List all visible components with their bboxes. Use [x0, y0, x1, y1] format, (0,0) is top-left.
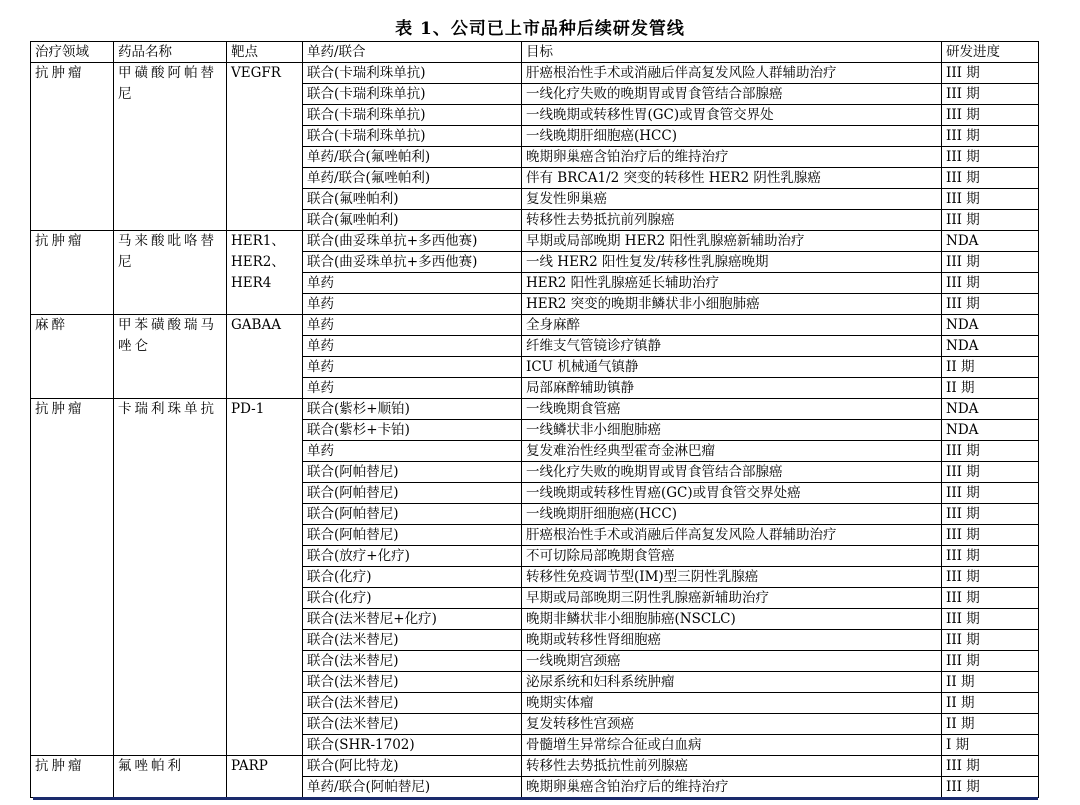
goal-cell: ICU 机械通气镇静	[522, 357, 942, 378]
mode-cell: 联合(阿帕替尼)	[303, 525, 522, 546]
stage-cell: NDA	[942, 420, 1039, 441]
goal-cell: 肝癌根治性手术或消融后伴高复发风险人群辅助治疗	[522, 525, 942, 546]
stage-cell: III 期	[942, 126, 1039, 147]
goal-cell: 一线晚期肝细胞癌(HCC)	[522, 504, 942, 525]
header-row	[31, 42, 1039, 63]
goal-cell: 一线化疗失败的晚期胃或胃食管结合部腺癌	[522, 462, 942, 483]
goal-cell: 不可切除局部晚期食管癌	[522, 546, 942, 567]
stage-cell: II 期	[942, 357, 1039, 378]
stage-cell: III 期	[942, 441, 1039, 462]
mode-cell: 单药/联合(阿帕替尼)	[303, 777, 522, 798]
mode-cell: 联合(阿帕替尼)	[303, 504, 522, 525]
goal-cell: 晚期非鳞状非小细胞肺癌(NSCLC)	[522, 609, 942, 630]
stage-cell: III 期	[942, 504, 1039, 525]
stage-cell: III 期	[942, 147, 1039, 168]
mode-cell: 单药	[303, 315, 522, 336]
mode-cell: 单药	[303, 336, 522, 357]
mode-cell: 联合(法米替尼+化疗)	[303, 609, 522, 630]
field-cell: 抗肿瘤	[31, 399, 114, 756]
stage-cell: III 期	[942, 252, 1039, 273]
goal-cell: 复发转移性宫颈癌	[522, 714, 942, 735]
field-cell: 抗肿瘤	[31, 756, 114, 798]
stage-cell: III 期	[942, 777, 1039, 798]
stage-cell: NDA	[942, 315, 1039, 336]
goal-cell: 一线晚期或转移性胃(GC)或胃食管交界处	[522, 105, 942, 126]
mode-cell: 联合(阿帕替尼)	[303, 483, 522, 504]
stage-cell: III 期	[942, 651, 1039, 672]
header-drug: 药品名称	[114, 42, 227, 63]
goal-cell: 全身麻醉	[522, 315, 942, 336]
drug-cell: 甲苯磺酸瑞马唑仑	[114, 315, 227, 399]
goal-cell: 早期或局部晚期三阴性乳腺癌新辅助治疗	[522, 588, 942, 609]
mode-cell: 联合(卡瑞利珠单抗)	[303, 84, 522, 105]
goal-cell: 晚期卵巢癌含铂治疗后的维持治疗	[522, 777, 942, 798]
drug-cell: 氟唑帕利	[114, 756, 227, 798]
goal-cell: 一线晚期或转移性胃癌(GC)或胃食管交界处癌	[522, 483, 942, 504]
stage-cell: III 期	[942, 756, 1039, 777]
target-cell: GABAA	[227, 315, 303, 399]
mode-cell: 联合(曲妥珠单抗+多西他赛)	[303, 252, 522, 273]
mode-cell: 联合(放疗+化疗)	[303, 546, 522, 567]
goal-cell: 晚期卵巢癌含铂治疗后的维持治疗	[522, 147, 942, 168]
table-row	[31, 231, 1039, 252]
table-row	[31, 399, 1039, 420]
target-cell: PARP	[227, 756, 303, 798]
mode-cell: 联合(卡瑞利珠单抗)	[303, 105, 522, 126]
goal-cell: HER2 突变的晚期非鳞状非小细胞肺癌	[522, 294, 942, 315]
goal-cell: 泌尿系统和妇科系统肿瘤	[522, 672, 942, 693]
goal-cell: HER2 阳性乳腺癌延长辅助治疗	[522, 273, 942, 294]
header-mode: 单药/联合	[303, 42, 522, 63]
goal-cell: 伴有 BRCA1/2 突变的转移性 HER2 阴性乳腺癌	[522, 168, 942, 189]
target-cell: HER1、HER2、HER4	[227, 231, 303, 315]
mode-cell: 联合(化疗)	[303, 567, 522, 588]
mode-cell: 联合(法米替尼)	[303, 651, 522, 672]
goal-cell: 转移性去势抵抗前列腺癌	[522, 210, 942, 231]
stage-cell: II 期	[942, 378, 1039, 399]
header-field: 治疗领域	[31, 42, 114, 63]
mode-cell: 联合(化疗)	[303, 588, 522, 609]
mode-cell: 联合(曲妥珠单抗+多西他赛)	[303, 231, 522, 252]
mode-cell: 联合(阿比特龙)	[303, 756, 522, 777]
goal-cell: 复发性卵巢癌	[522, 189, 942, 210]
stage-cell: III 期	[942, 63, 1039, 84]
table-row	[31, 756, 1039, 777]
mode-cell: 联合(氟唑帕利)	[303, 189, 522, 210]
goal-cell: 一线 HER2 阳性复发/转移性乳腺癌晚期	[522, 252, 942, 273]
goal-cell: 一线晚期肝细胞癌(HCC)	[522, 126, 942, 147]
field-cell: 抗肿瘤	[31, 63, 114, 231]
stage-cell: NDA	[942, 231, 1039, 252]
mode-cell: 联合(法米替尼)	[303, 714, 522, 735]
stage-cell: III 期	[942, 84, 1039, 105]
mode-cell: 联合(紫杉+卡铂)	[303, 420, 522, 441]
goal-cell: 一线化疗失败的晚期胃或胃食管结合部腺癌	[522, 84, 942, 105]
stage-cell: II 期	[942, 714, 1039, 735]
goal-cell: 晚期或转移性肾细胞癌	[522, 630, 942, 651]
mode-cell: 单药	[303, 294, 522, 315]
mode-cell: 单药	[303, 378, 522, 399]
drug-cell: 甲磺酸阿帕替尼	[114, 63, 227, 231]
mode-cell: 联合(氟唑帕利)	[303, 210, 522, 231]
stage-cell: III 期	[942, 273, 1039, 294]
stage-cell: III 期	[942, 168, 1039, 189]
goal-cell: 复发难治性经典型霍奇金淋巴瘤	[522, 441, 942, 462]
goal-cell: 一线晚期食管癌	[522, 399, 942, 420]
drug-cell: 马来酸吡咯替尼	[114, 231, 227, 315]
pipeline-table	[30, 41, 1039, 798]
table-row	[31, 315, 1039, 336]
goal-cell: 肝癌根治性手术或消融后伴高复发风险人群辅助治疗	[522, 63, 942, 84]
stage-cell: III 期	[942, 483, 1039, 504]
goal-cell: 局部麻醉辅助镇静	[522, 378, 942, 399]
mode-cell: 单药	[303, 441, 522, 462]
goal-cell: 一线晚期宫颈癌	[522, 651, 942, 672]
goal-cell: 早期或局部晚期 HER2 阳性乳腺癌新辅助治疗	[522, 231, 942, 252]
mode-cell: 联合(SHR-1702)	[303, 735, 522, 756]
goal-cell: 纤维支气管镜诊疗镇静	[522, 336, 942, 357]
stage-cell: I 期	[942, 735, 1039, 756]
goal-cell: 晚期实体瘤	[522, 693, 942, 714]
stage-cell: II 期	[942, 672, 1039, 693]
field-cell: 抗肿瘤	[31, 231, 114, 315]
header-target: 靶点	[227, 42, 303, 63]
target-cell: PD-1	[227, 399, 303, 756]
target-cell: VEGFR	[227, 63, 303, 231]
stage-cell: III 期	[942, 525, 1039, 546]
mode-cell: 联合(法米替尼)	[303, 672, 522, 693]
mode-cell: 联合(卡瑞利珠单抗)	[303, 126, 522, 147]
goal-cell: 骨髓增生异常综合征或白血病	[522, 735, 942, 756]
table-body	[31, 63, 1039, 798]
mode-cell: 联合(法米替尼)	[303, 630, 522, 651]
mode-cell: 联合(紫杉+顺铂)	[303, 399, 522, 420]
goal-cell: 转移性免疫调节型(IM)型三阴性乳腺癌	[522, 567, 942, 588]
stage-cell: III 期	[942, 462, 1039, 483]
footer-divider	[33, 797, 1038, 800]
stage-cell: III 期	[942, 294, 1039, 315]
goal-cell: 转移性去势抵抗性前列腺癌	[522, 756, 942, 777]
stage-cell: III 期	[942, 546, 1039, 567]
stage-cell: II 期	[942, 693, 1039, 714]
table-title: 表 1、公司已上市品种后续研发管线	[395, 19, 685, 39]
mode-cell: 单药/联合(氟唑帕利)	[303, 168, 522, 189]
drug-cell: 卡瑞利珠单抗	[114, 399, 227, 756]
stage-cell: III 期	[942, 567, 1039, 588]
header-goal: 目标	[522, 42, 942, 63]
stage-cell: NDA	[942, 399, 1039, 420]
field-cell: 麻醉	[31, 315, 114, 399]
mode-cell: 单药/联合(氟唑帕利)	[303, 147, 522, 168]
mode-cell: 联合(卡瑞利珠单抗)	[303, 63, 522, 84]
stage-cell: III 期	[942, 588, 1039, 609]
header-stage: 研发进度	[942, 42, 1039, 63]
stage-cell: III 期	[942, 630, 1039, 651]
mode-cell: 单药	[303, 357, 522, 378]
table-row	[31, 63, 1039, 84]
mode-cell: 联合(阿帕替尼)	[303, 462, 522, 483]
stage-cell: III 期	[942, 189, 1039, 210]
stage-cell: III 期	[942, 210, 1039, 231]
stage-cell: III 期	[942, 609, 1039, 630]
mode-cell: 联合(法米替尼)	[303, 693, 522, 714]
stage-cell: NDA	[942, 336, 1039, 357]
stage-cell: III 期	[942, 105, 1039, 126]
goal-cell: 一线鳞状非小细胞肺癌	[522, 420, 942, 441]
mode-cell: 单药	[303, 273, 522, 294]
